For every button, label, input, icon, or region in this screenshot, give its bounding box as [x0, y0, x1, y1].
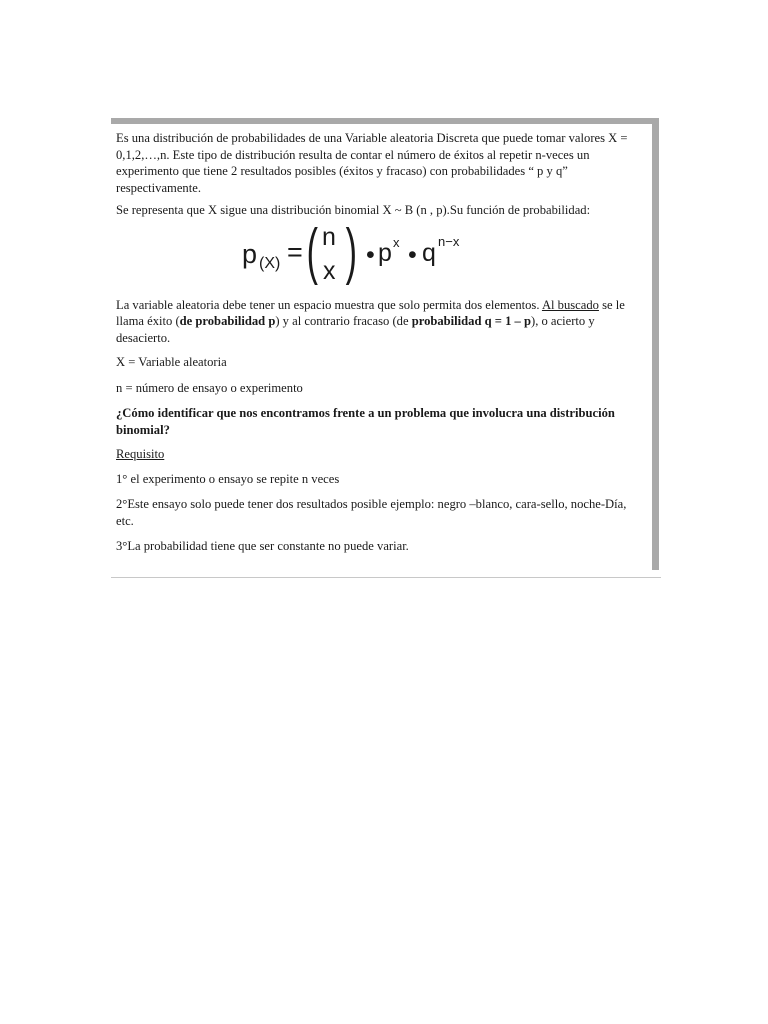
- binomial-formula: [116, 216, 646, 295]
- left-paren: (: [306, 216, 319, 286]
- formula-q-exponent: n−x: [438, 233, 460, 249]
- sample-space-underlined: Al buscado: [541, 297, 599, 312]
- right-paren: ): [345, 216, 358, 286]
- sample-space-paragraph: [116, 297, 646, 347]
- sample-space-text: ) y al contrario fracaso (de: [275, 314, 412, 328]
- binom-bottom: x: [323, 256, 336, 285]
- requirements-heading: Requisito: [116, 447, 165, 461]
- sample-space-bold: probabilidad q = 1 – p: [411, 314, 531, 328]
- formula-q-base: q: [422, 238, 436, 267]
- requirement-item: 3°La probabilidad tiene que ser constante no puede variar.: [116, 539, 409, 553]
- sample-space-text: se le llama éxito (: [116, 297, 625, 328]
- document-sheet: [111, 118, 659, 570]
- formula-equals: =: [287, 236, 303, 267]
- representation-paragraph: Se representa que X sigue una distribución binomial X ~ B (n , p).Su función de probabilidad:: [116, 203, 591, 217]
- definition-n: n = número de ensayo o experimento: [116, 380, 303, 395]
- requirement-item: 1° el experimento o ensayo se repite n veces: [116, 471, 340, 486]
- formula-dot: •: [408, 240, 417, 269]
- formula-subscript: (X): [259, 254, 281, 272]
- formula-p: p: [242, 238, 258, 269]
- bottom-rule: [111, 577, 661, 578]
- formula-p-exponent: x: [393, 234, 400, 250]
- sample-space-text: ), o acierto y desacierto.: [116, 314, 595, 345]
- formula-dot: •: [366, 240, 375, 269]
- intro-paragraph: Es una distribución de probabilidades de una Variable aleatoria Discreta que puede tomar valores X = 0,1,2,…,n. Este tipo de distribución resulta de contar el número de éxitos al repetir n-veces un experimento que tiene 2 resultados posibles (éxitos y fracaso) con probabilidades “ p y q” respectivamente.: [116, 131, 628, 195]
- requirement-item: 2°Este ensayo solo puede tener dos resultados posible ejemplo: negro –blanco, cara-sello, noche-Día, etc.: [116, 497, 627, 528]
- binom-top: n: [322, 222, 336, 251]
- question-heading: ¿Cómo identificar que nos encontramos frente a un problema que involucra una distribución binomial?: [116, 406, 615, 437]
- definition-x: X = Variable aleatoria: [116, 355, 227, 369]
- sample-space-bold: de probabilidad p: [179, 314, 276, 328]
- sample-space-text: La variable aleatoria debe tener un espacio muestra que solo permita dos elementos.: [116, 297, 542, 312]
- formula-p-base: p: [378, 238, 392, 267]
